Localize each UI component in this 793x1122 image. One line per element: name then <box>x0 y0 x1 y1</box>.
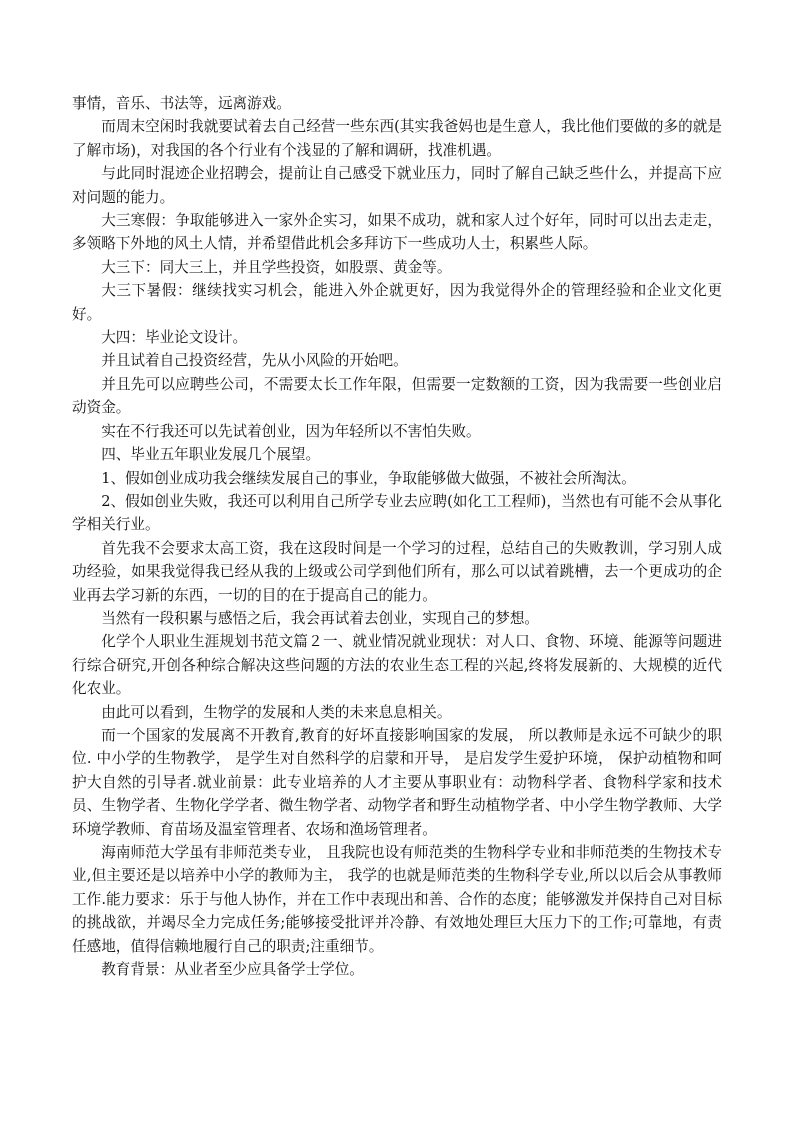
paragraph: 而一个国家的发展离不开教育,教育的好坏直接影响国家的发展， 所以教师是永远不可缺少的职位. 中小学的生物教学， 是学生对自然科学的启蒙和开导， 是启发学生爱护环境， 保护动植物和呵护大自然的引导者.就业前景：此专业培养的人才主要从事职业有：动物科学者、食物科学家和技术员、生物学者、生物化学学者、微生物学者、动物学者和野生动植物学者、中小学生物学教师、大学环境学教师、育苗场及温室管理者、农场和渔场管理者。 <box>72 726 722 838</box>
paragraph: 大三下：同大三上，并且学些投资，如股票、黄金等。 <box>101 258 452 276</box>
paragraph: 1、假如创业成功我会继续发展自己的事业，争取能够做大做强，不被社会所淘汰。 <box>101 469 636 487</box>
paragraph: 与此同时混迹企业招聘会，提前让自己感受下就业压力，同时了解自己缺乏些什么，并提高下应对问题的能力。 <box>72 165 722 206</box>
paragraph: 当然有一段积累与感悟之后，我会再试着去创业，实现自己的梦想。 <box>101 609 540 627</box>
paragraph: 大三寒假：争取能够进入一家外企实习，如果不成功，就和家人过个好年，同时可以出去走走，多领略下外地的风土人情，并希望借此机会多拜访下一些成功人士，积累些人际。 <box>72 212 722 253</box>
paragraph: 大三下暑假：继续找实习机会，能进入外企就更好，因为我觉得外企的管理经验和企业文化更好。 <box>72 282 722 323</box>
paragraph: 而周末空闲时我就要试着去自己经营一些东西(其实我爸妈也是生意人，我比他们要做的多的就是了解市场)，对我国的各个行业有个浅显的了解和调研，找准机遇。 <box>72 118 722 159</box>
paragraph: 事情，音乐、书法等，远离游戏。 <box>72 95 291 112</box>
paragraph: 由此可以看到，生物学的发展和人类的未来息息相关。 <box>101 703 452 721</box>
paragraph: 并且试着自己投资经营，先从小风险的开始吧。 <box>101 352 408 370</box>
paragraph: 实在不行我还可以先试着创业，因为年轻所以不害怕失败。 <box>101 422 481 440</box>
paragraph: 并且先可以应聘些公司，不需要太长工作年限，但需要一定数额的工资，因为我需要一些创业启动资金。 <box>72 375 722 417</box>
document-page <box>72 92 722 981</box>
paragraph: 2、假如创业失败，我还可以利用自己所学专业去应聘(如化工工程师)，当然也有可能不会从事化学相关行业。 <box>72 492 722 534</box>
paragraph: 大四：毕业论文设计。 <box>101 329 248 347</box>
paragraph: 海南师范大学虽有非师范类专业， 且我院也设有师范类的生物科学专业和非师范类的生物技术专业,但主要还是以培养中小学的教师为主， 我学的也就是师范类的生物科学专业,所以以后会从事教师工作.能力要求：乐于与他人协作，并在工作中表现出和善、合作的态度；能够激发并保持自己对目标的挑战欲，并竭尽全力完成任务;能够接受批评并冷静、有效地处理巨大压力下的工作;可靠地，有责任感地，值得信赖地履行自己的职责;注重细节。 <box>72 844 722 955</box>
paragraph: 化学个人职业生涯规划书范文篇２一、就业情况就业现状：对人口、食物、环境、能源等问题进行综合研究,开创各种综合解决这些问题的方法的农业生态工程的兴起,终将发展新的、大规模的近代化农业。 <box>72 633 722 698</box>
paragraph: 教育背景：从业者至少应具备学士学位。 <box>101 961 364 979</box>
paragraph: 首先我不会要求太高工资，我在这段时间是一个学习的过程，总结自己的失败教训，学习别人成功经验，如果我觉得我已经从我的上级或公司学到他们所有，那么可以试着跳槽，去一个更成功的企业再去学习新的东西，一切的目的在于提高自己的能力。 <box>72 539 722 604</box>
section-heading: 四、毕业五年职业发展几个展望。 <box>101 446 321 464</box>
